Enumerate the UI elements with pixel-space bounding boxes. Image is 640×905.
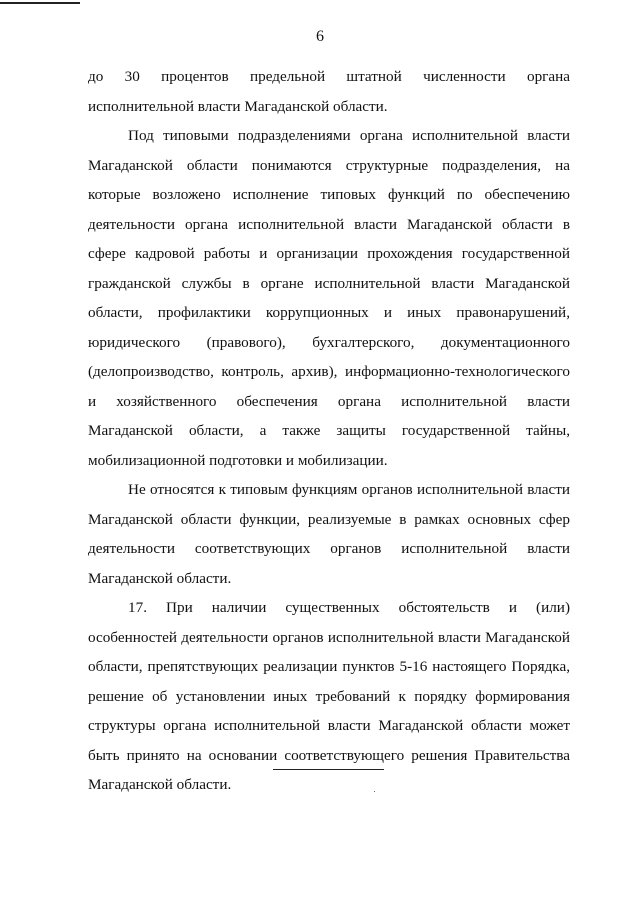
top-edge-rule [0,2,80,4]
scan-speck [374,791,375,792]
paragraph-typical-subdivisions: Под типовыми подразделениями органа исполнительной власти Магаданской области понимаются структурные подразделения, на которые возложено исполнение типовых функций по обеспечению деятельности органа исполнительной власти Магаданской области в сфере кадровой работы и организации прохождения государственной гражданской службы в органе исполнительной власти Магаданской области, профилактики коррупционных и иных правонарушений, юридического (правового), бухгалтерского, документационного (делопроизводство, контроль, архив), информационно-технологического и хозяйственного обеспечения органа исполнительной власти Магаданской области, а также защиты государственной тайны, мобилизационной подготовки и мобилизации. [88,127,570,469]
paragraph-non-typical-functions: Не относятся к типовым функциям органов исполнительной власти Магаданской области функции, реализуемые в рамках основных сфер деятельности соответствующих органов исполнительной власти Магаданской области. [88,481,570,587]
closing-separator-line [273,769,384,770]
paragraph-continuation: до 30 процентов предельной штатной численности органа исполнительной власти Магаданской области. [88,68,570,115]
page-number: 6 [316,28,324,45]
paragraph-item-17: 17. При наличии существенных обстоятельств и (или) особенностей деятельности органов исполнительной власти Магаданской области, препятствующих реализации пунктов 5-16 настоящего Порядка, решение об установлении иных требований к порядку формирования структуры органа исполнительной власти Магаданской области может быть принято на основании соответствующего решения Правительства Магаданской области. [88,599,570,793]
document-body [88,62,570,800]
